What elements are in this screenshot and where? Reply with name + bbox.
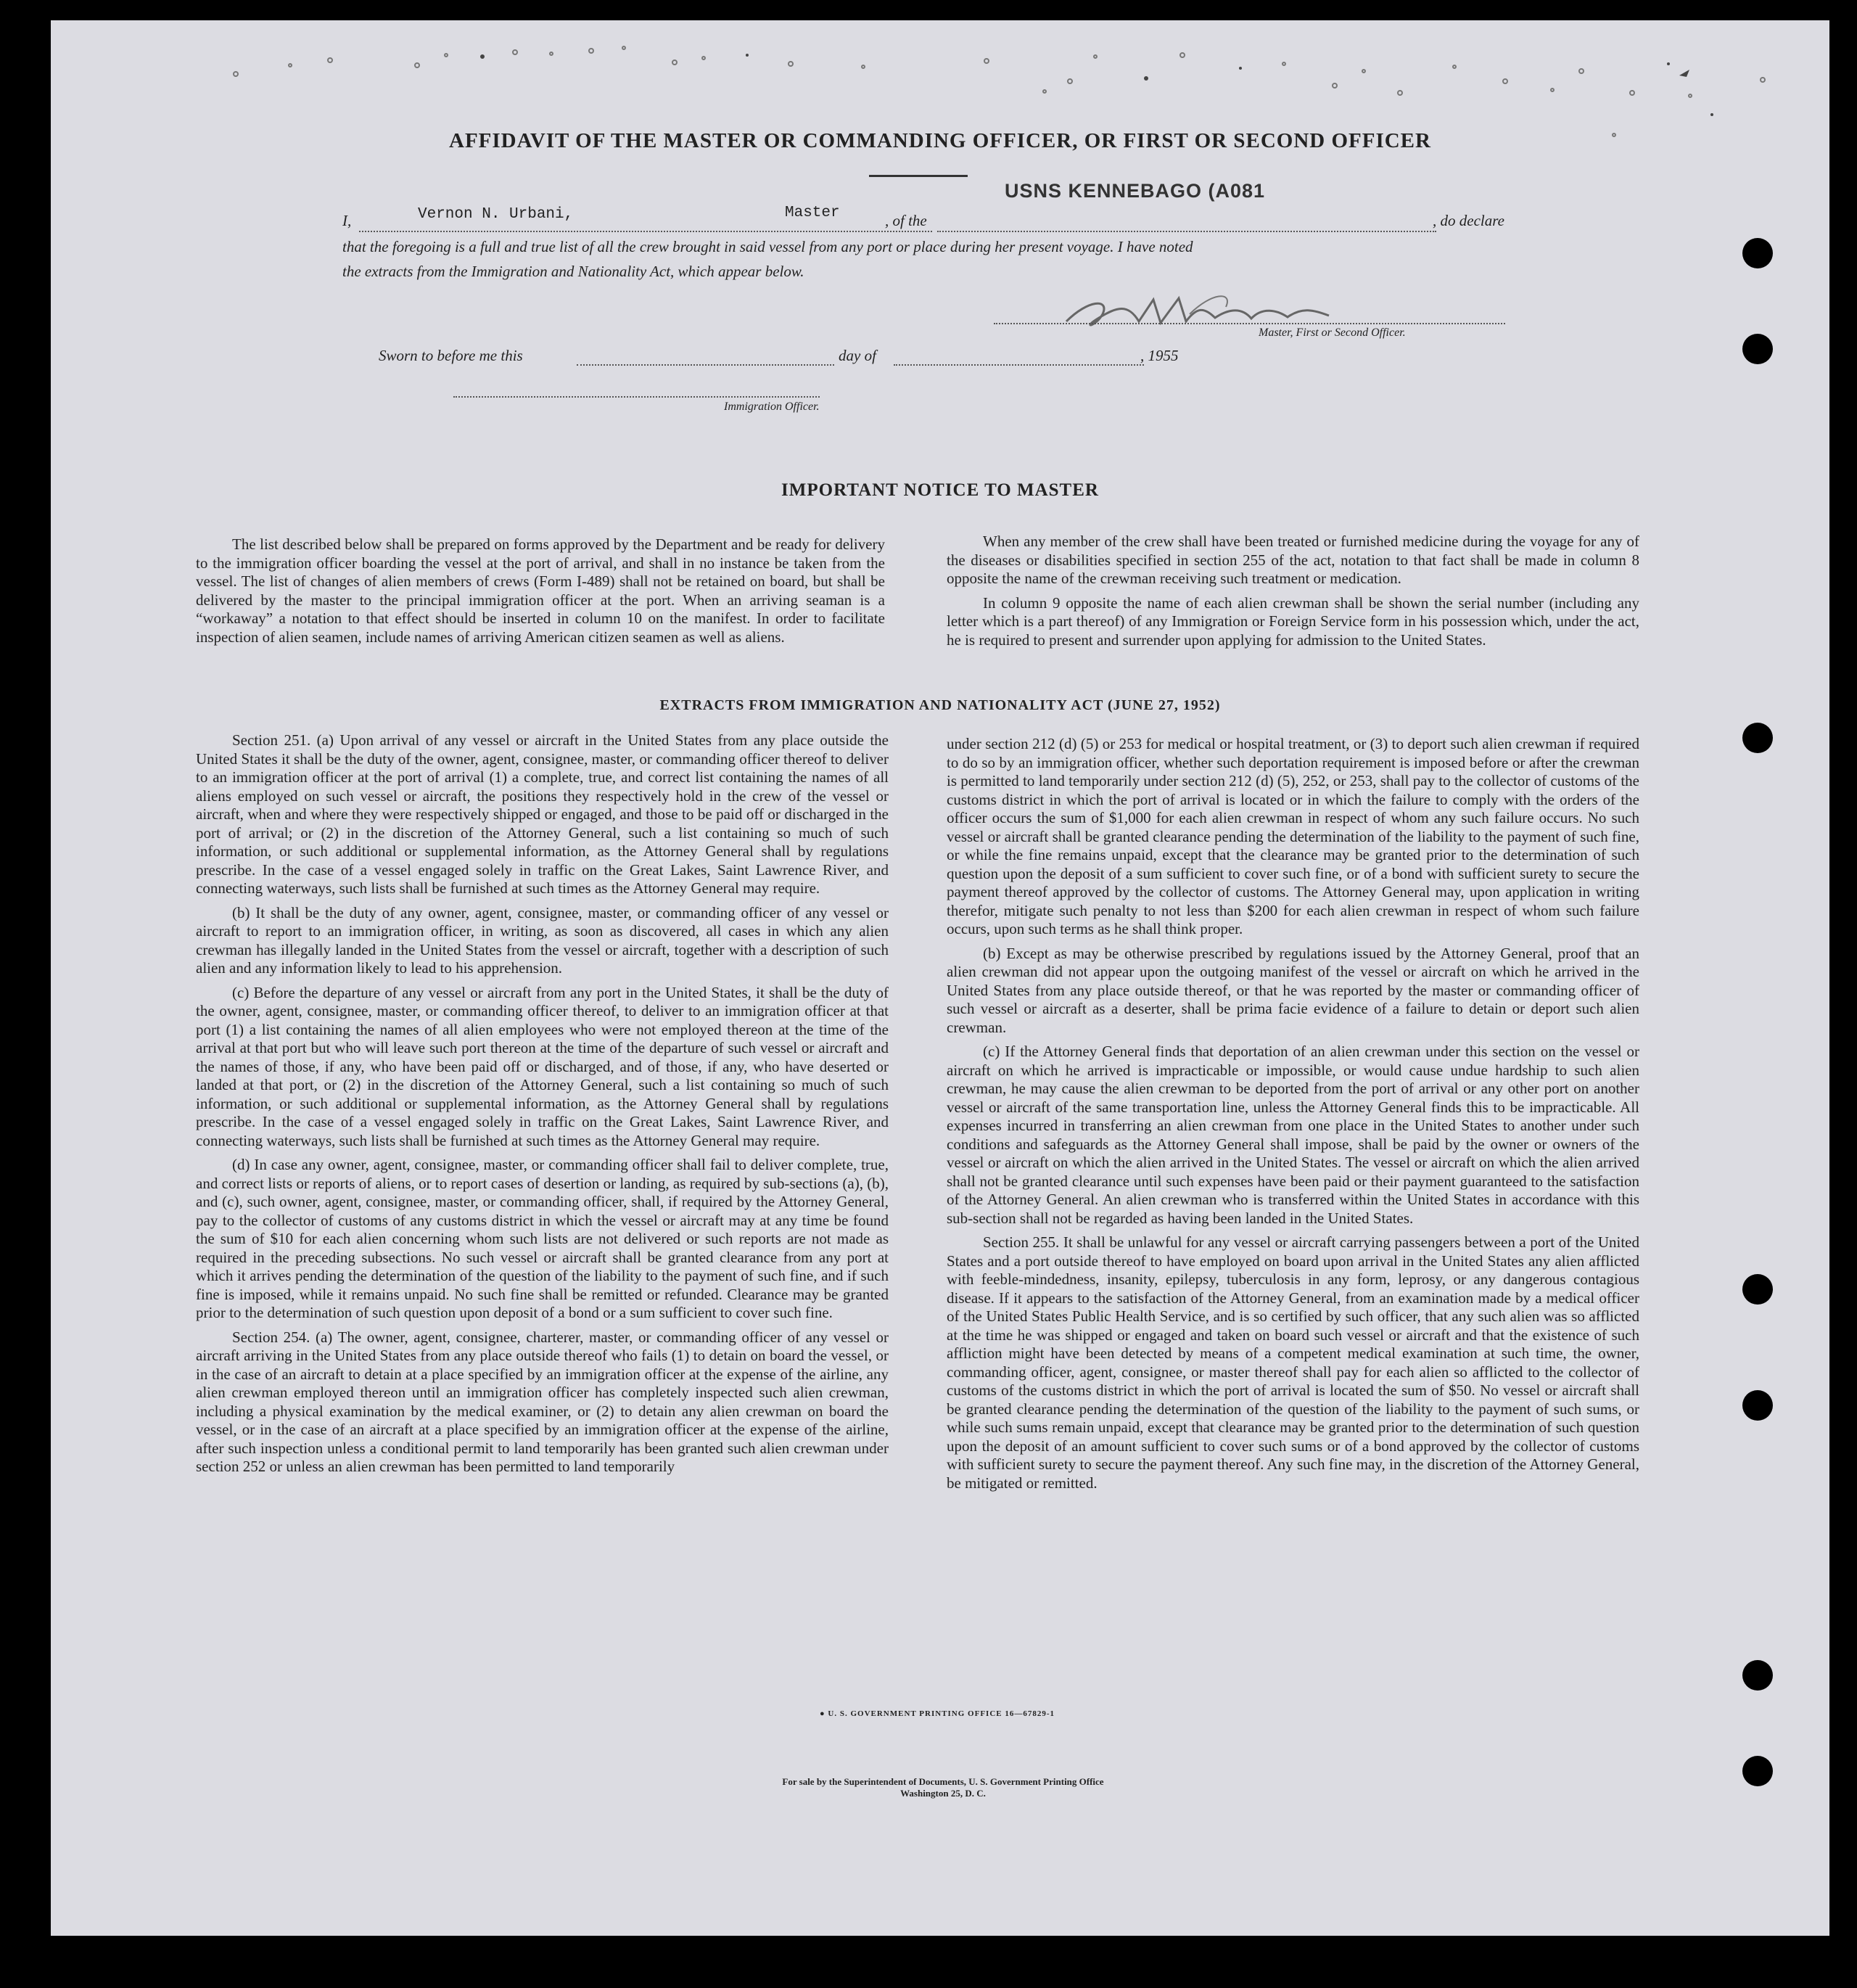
notice-left-paragraph: The list described below shall be prepared on forms approved by the Department and be ready for delivery to the immigration officer boarding the vessel at the port of arrival, and shall in no instance be taken from the vessel. The list of changes of alien members of crews (Form I-489) shall not be retained on board, but shall be delivered by the master to the principal immigration officer at the port. When an arriving seaman is a “workaway” a notation to that effect should be inserted in column 10 on the manifest. In order to facilitate inspection of alien seamen, include names of arriving American citizen seamen as well as aliens. (196, 535, 885, 646)
vessel-line (937, 231, 1436, 232)
notice-right-column (947, 533, 1639, 655)
sworn-day-line (577, 364, 834, 366)
i-label: I, (342, 212, 352, 229)
extracts-right-column (947, 735, 1639, 1498)
immigration-officer-line (453, 396, 820, 398)
sworn-year: , 1955 (1140, 347, 1179, 364)
signature-line (994, 323, 1505, 324)
section-251a: Section 251. (a) Upon arrival of any vessel or aircraft in the United States from any place outside the United States it shall be the duty of the owner, agent, consignee, master, or commanding officer thereof to deliver to an immigration officer at the port of arrival (1) a complete, true, and correct list containing the names of all aliens employed on such vessel or aircraft, the positions they respectively hold in the crew of the vessel or aircraft, when and where they were respectively shipped or engaged, and those to be paid off or discharged in the port of arrival; or (2) in the discretion of the Attorney General, such a list containing so much of such information, or such additional or supplemental information, as the Attorney General shall by regulations prescribe. In the case of a vessel engaged solely in traffic on the Great Lakes, Saint Lawrence River, and connecting waterways, such lists shall be furnished at such times as the Attorney General may require. (196, 731, 889, 897)
section-251b: (b) It shall be the duty of any owner, agent, consignee, master, or commanding officer of any vessel or aircraft to report to an immigration officer, in writing, as soon as discovered, all cases in which any alien crewman has illegally landed in the United States from the vessel or aircraft, together with a description of such alien and any information likely to lead to his apprehension. (196, 903, 889, 977)
sale-line-1: For sale by the Superintendent of Documents, U. S. Government Printing Office (782, 1776, 1104, 1787)
notice-left-column (196, 535, 885, 652)
section-254a: Section 254. (a) The owner, agent, consignee, charterer, master, or commanding officer of any vessel or aircraft arriving in the United States from any place outside thereof who fails (1) to detain on board the vessel, or in the case of an aircraft to detain at a place specified by an immigration officer at the expense of the airline, any alien crewman employed thereon until an immigration officer has completely inspected such alien crewman, including a physical examination by the medical examiner, or (2) to detain any alien crewman on board the vessel, or in the case of an aircraft at a place specified by an immigration officer at the expense of the airline, after such inspection unless a conditional permit to land temporarily has been granted such alien crewman under section 252 or unless an alien crewman has been permitted to land temporarily (196, 1328, 889, 1475)
section-251c: (c) Before the departure of any vessel or aircraft from any port in the United States, it shall be the duty of the owner, agent, consignee, master, or commanding officer thereof, to deliver to an immigration officer at that port (1) a list containing the names of all alien employees who were not employed thereon at the time of the arrival at that port but who will leave such port thereon at the time of the departure of such vessel or aircraft and the names of those, if any, who have been paid off or discharged, and of those, if any, who have deserted or landed at that port, or (2) in the discretion of the Attorney General, such a list containing so much of such information, or such additional or supplemental information, as the Attorney General shall by regulations prescribe. In the case of a vessel engaged solely in traffic on the Great Lakes, Saint Lawrence River, and connecting waterways, such lists shall be furnished at such times as the Attorney General may require. (196, 983, 889, 1149)
section-255: Section 255. It shall be unlawful for any vessel or aircraft carrying passengers between a port of the United States and a port outside thereof to have employed on board upon arrival in the United States any alien afflicted with feeble-mindedness, insanity, epilepsy, tuberculosis in any form, leprosy, or any dangerous contagious disease. If it appears to the satisfaction of the Attorney General, from an examination made by a medical officer of the United States Public Health Service, and is so certified by such officer, that any such alien was so afflicted at the time he was shipped or engaged and taken on board such vessel or aircraft and that the existence of such affliction might have been detected by means of a competent medical examination at such time, the owner, commanding officer, agent, consignee, or master thereof shall pay for each alien so afflicted to the collector of customs of the customs district in which the port of arrival is located the sum of $50. No vessel or aircraft shall be granted clearance pending the determination of the question of the liability to the payment of such sums, or while such sums remain unpaid, except that clearance may be granted prior to the determination of such question upon the deposit of an amount sufficient to cover such sums or of a bond approved by the collector of customs with sufficient surety to secure the payment thereof. Any such fine may, in the discretion of the Attorney General, be mitigated or remitted. (947, 1233, 1639, 1492)
document-page (51, 20, 1829, 1936)
punch-hole (1742, 1274, 1773, 1305)
section-254b: (b) Except as may be otherwise prescribed by regulations issued by the Attorney General, proof that an alien crewman did not appear upon the outgoing manifest of the vessel or aircraft on which he arrived in the United States from any place outside thereof, or that he was reported by the master or commanding officer of such vessel or aircraft as a deserter, shall be prima facie evidence of a failure to detain or deport such alien crewman. (947, 944, 1639, 1036)
day-of-label: day of (839, 347, 876, 364)
extracts-left-column (196, 731, 889, 1482)
notice-title: IMPORTANT NOTICE TO MASTER (781, 480, 1099, 500)
section-254a-continued: under section 212 (d) (5) or 253 for medical or hospital treatment, or (3) to deport such alien crewman if required to do so by an immigration officer, whether such deportation requirement is imposed before or after the crewman is permitted to land temporarily under section 212 (d) (5), 252, or 253, shall pay to the collector of customs of the customs district in which the port of arrival is located or in which the failure to comply with the orders of the officer occurs the sum of $1,000 for each alien crewman in respect of whom any such failure occurs. No such vessel or aircraft shall be granted clearance pending the determination of the liability to the payment of such fine, or while the fine remains unpaid, except that the clearance may be granted prior to the determination of such question upon the deposit of a sum sufficient to cover such fine, or of a bond with sufficient surety to secure the payment thereof approved by the collector of customs. The Attorney General may, upon application in writing therefor, mitigate such penalty to not less than $200 for each alien crewman in respect of whom such failure occurs, upon such terms as he shall think proper. (947, 735, 1639, 937)
declaration-line-2: that the foregoing is a full and true list of all the crew brought in said vessel from any port or place during her present voyage. I have noted (342, 238, 1193, 255)
master-caption: Master, First or Second Officer. (1259, 326, 1406, 339)
master-name: Vernon N. Urbani, (418, 206, 574, 223)
extracts-title: EXTRACTS FROM IMMIGRATION AND NATIONALITY ACT (JUNE 27, 1952) (659, 697, 1221, 713)
sworn-label: Sworn to before me this (379, 347, 523, 364)
punch-hole (1742, 1390, 1773, 1421)
sale-notice (704, 1776, 1182, 1799)
declaration-line-3: the extracts from the Immigration and Nationality Act, which appear below. (342, 263, 804, 280)
section-251d: (d) In case any owner, agent, consignee, master, or commanding officer shall fail to deliver complete, true, and correct lists or reports of aliens, or to report cases of desertion or landing, as required by sub-sections (a), (b), and (c), such owner, agent, consignee, master, or commanding officer, shall, if required by the Attorney General, pay to the collector of customs of any customs district in which the vessel or aircraft may at any time be found the sum of $10 for each alien concerning whom such lists are not delivered or such reports are not made as required in the preceding subsections. No such vessel or aircraft shall be granted clearance from any port at which it arrives pending the determination of the question of the liability to the payment of such fine, and if such fine is imposed, while it remains unpaid. No such fine shall be remitted or refunded. Clearance may be granted prior to the determination of such question upon deposit of a bond or a sum sufficient to cover such fine. (196, 1156, 889, 1321)
punch-hole (1742, 1756, 1773, 1786)
punch-hole (1742, 238, 1773, 268)
sworn-month-line (894, 364, 1144, 366)
punch-hole (1742, 723, 1773, 753)
name-rank-line (359, 231, 932, 232)
punch-hole (1742, 1660, 1773, 1691)
section-254c: (c) If the Attorney General finds that deportation of an alien crewman under this section on the vessel or aircraft on which he arrived is impracticable or impossible, or would cause undue hardship to such alien crewman, he may cause the alien crewman to be deported from the port of arrival or any other port on another vessel or aircraft of the same transportation line, unless the Attorney General finds this to be impracticable. All expenses incurred in transferring an alien crewman from one place in the United States to another under such conditions and safeguards as the Attorney General shall impose, shall be paid by the owner or owners of the vessel or aircraft on which the alien arrived in the United States. The vessel or aircraft on which the alien arrived shall not be granted clearance until such expenses have been paid or their payment guaranteed to the satisfaction of the Attorney General. An alien crewman who is transferred within the United States in accordance with this sub-section shall not be regarded as having been landed in the United States. (947, 1043, 1639, 1227)
affidavit-title: AFFIDAVIT OF THE MASTER OR COMMANDING OFFICER, OR FIRST OR SECOND OFFICER (449, 129, 1431, 152)
master-rank: Master (785, 205, 840, 221)
immigration-officer-caption: Immigration Officer. (724, 401, 820, 413)
title-divider (869, 175, 968, 177)
punch-hole (1742, 334, 1773, 364)
do-declare-label: , do declare (1433, 212, 1504, 229)
notice-right-paragraph-1: When any member of the crew shall have been treated or furnished medicine during the voyage for any of the diseases or disabilities specified in section 255 of the act, notation to that fact shall be made in column 8 opposite the name of the crewman receiving such treatment or medication. (947, 533, 1639, 587)
vessel-name-stamp: USNS KENNEBAGO (A081 (1005, 180, 1266, 202)
sale-line-2: Washington 25, D. C. (900, 1788, 986, 1799)
gpo-imprint: ● U. S. GOVERNMENT PRINTING OFFICE 16—67829-1 (820, 1709, 1055, 1718)
of-the-label: , of the (885, 212, 927, 229)
notice-right-paragraph-2: In column 9 opposite the name of each alien crewman shall be shown the serial number (including any letter which is a part thereof) of any Immigration or Foreign Service form in his possession which, under the act, he is required to present and surrender upon applying for admission to the United States. (947, 593, 1639, 649)
